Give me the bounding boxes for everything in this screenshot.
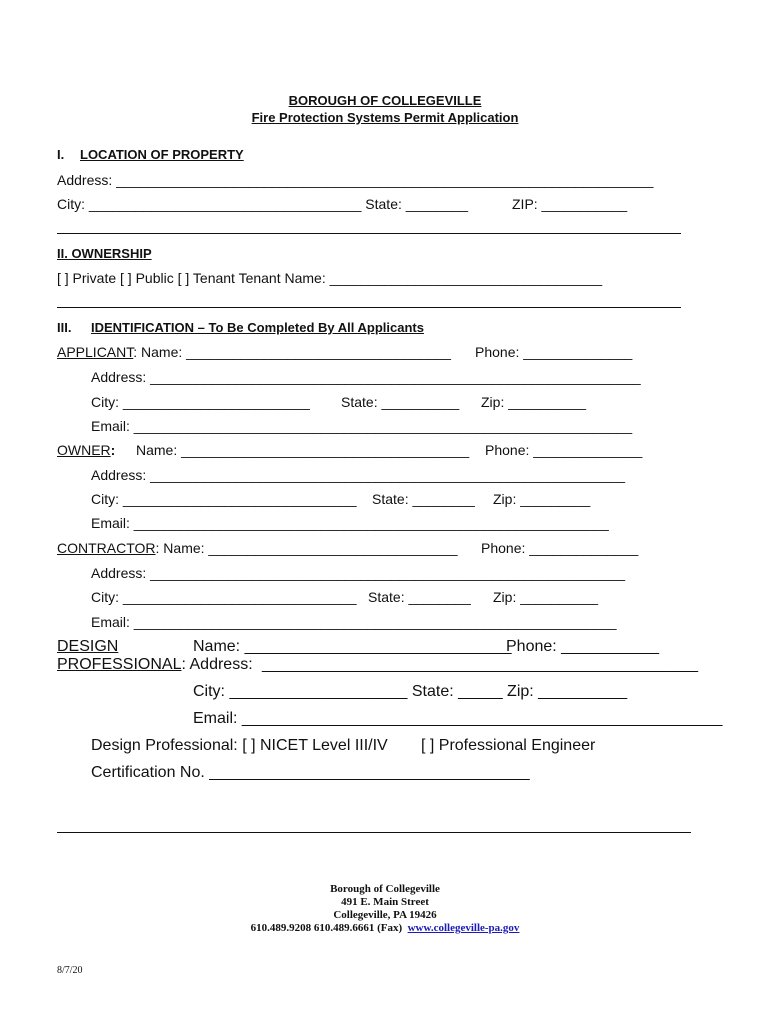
contractor-label: CONTRACTOR: [57, 540, 156, 556]
design-email-field[interactable]: Email: ______________________________________________________: [193, 710, 723, 727]
applicant-phone-field[interactable]: Phone: ______________: [475, 344, 633, 360]
owner-city-field[interactable]: City: ______________________________: [91, 491, 357, 507]
footer-divider: [57, 832, 691, 833]
design-phone-field[interactable]: Phone: ___________: [506, 638, 660, 655]
owner-name-field[interactable]: Name: _____________________________________: [136, 442, 470, 458]
property-zip-field[interactable]: ZIP: ___________: [512, 196, 628, 212]
professional-engineer-checkbox-option[interactable]: [ ] Professional Engineer: [421, 737, 596, 754]
contractor-zip-field[interactable]: Zip: __________: [493, 589, 599, 605]
owner-zip-field[interactable]: Zip: _________: [493, 491, 591, 507]
section-divider: [57, 307, 681, 308]
design-city-state-zip-field[interactable]: City: ____________________ State: _____ Zip: __________: [193, 683, 628, 700]
owner-email-field[interactable]: Email: _____________________________________________________________: [91, 515, 609, 531]
design-address-label: PROFESSIONAL: Address:: [57, 656, 253, 673]
owner-state-field[interactable]: State: ________: [372, 491, 475, 507]
applicant-label: APPLICANT: [57, 344, 134, 360]
footer-city: Collegeville, PA 19426: [333, 909, 437, 921]
applicant-name-field[interactable]: APPLICANT: Name: __________________________________: [57, 344, 451, 360]
contractor-city-field[interactable]: City: ______________________________: [91, 589, 357, 605]
form-org-title: BOROUGH OF COLLEGEVILLE: [288, 93, 482, 108]
applicant-state-field[interactable]: State: __________: [341, 394, 460, 410]
applicant-address-field[interactable]: Address: _______________________________________________________________: [91, 369, 641, 385]
form-title: Fire Protection Systems Permit Application: [251, 110, 519, 125]
footer-contact: [0, 922, 770, 934]
design-address-field[interactable]: _________________________________________________: [262, 656, 699, 673]
applicant-city-field[interactable]: City: ________________________: [91, 394, 310, 410]
form-date: 8/7/20: [57, 965, 83, 976]
design-label: DESIGN: [57, 638, 119, 655]
section-divider: [57, 233, 681, 234]
contractor-phone-field[interactable]: Phone: ______________: [481, 540, 639, 556]
section-2-title: II. OWNERSHIP: [57, 246, 152, 261]
contractor-address-field[interactable]: Address: _____________________________________________________________: [91, 565, 626, 581]
website-link[interactable]: www.collegeville-pa.gov: [407, 922, 520, 934]
certification-number-field[interactable]: Certification No. ____________________________________: [91, 764, 530, 781]
owner-label: OWNER:: [57, 442, 116, 458]
section-1-number: I.: [57, 147, 65, 162]
owner-address-field[interactable]: Address: _____________________________________________________________: [91, 467, 626, 483]
footer-org: Borough of Collegeville: [330, 883, 440, 895]
contractor-name-field[interactable]: CONTRACTOR: Name: ________________________________: [57, 540, 458, 556]
contractor-state-field[interactable]: State: ________: [368, 589, 471, 605]
applicant-zip-field[interactable]: Zip: __________: [481, 394, 587, 410]
section-3-number: III.: [57, 320, 72, 335]
property-city-state-field[interactable]: City: ___________________________________ State: ________: [57, 196, 469, 212]
design-name-field[interactable]: Name: ______________________________: [193, 638, 512, 655]
applicant-email-field[interactable]: Email: ________________________________________________________________: [91, 418, 633, 434]
property-address-field[interactable]: Address: _____________________________________________________________________: [57, 172, 654, 188]
section-1-title: LOCATION OF PROPERTY: [80, 147, 244, 162]
nicet-checkbox-option[interactable]: Design Professional: [ ] NICET Level III/IV: [91, 737, 388, 754]
footer-street: 491 E. Main Street: [341, 896, 429, 908]
owner-phone-field[interactable]: Phone: ______________: [485, 442, 643, 458]
footer-phones: 610.489.9208 610.489.6661 (Fax): [250, 922, 403, 934]
contractor-email-field[interactable]: Email: ______________________________________________________________: [91, 614, 617, 630]
section-3-title: IDENTIFICATION – To Be Completed By All Applicants: [91, 320, 424, 335]
ownership-options[interactable]: [ ] Private [ ] Public [ ] Tenant Tenant Name: ___________________________________: [57, 270, 603, 286]
